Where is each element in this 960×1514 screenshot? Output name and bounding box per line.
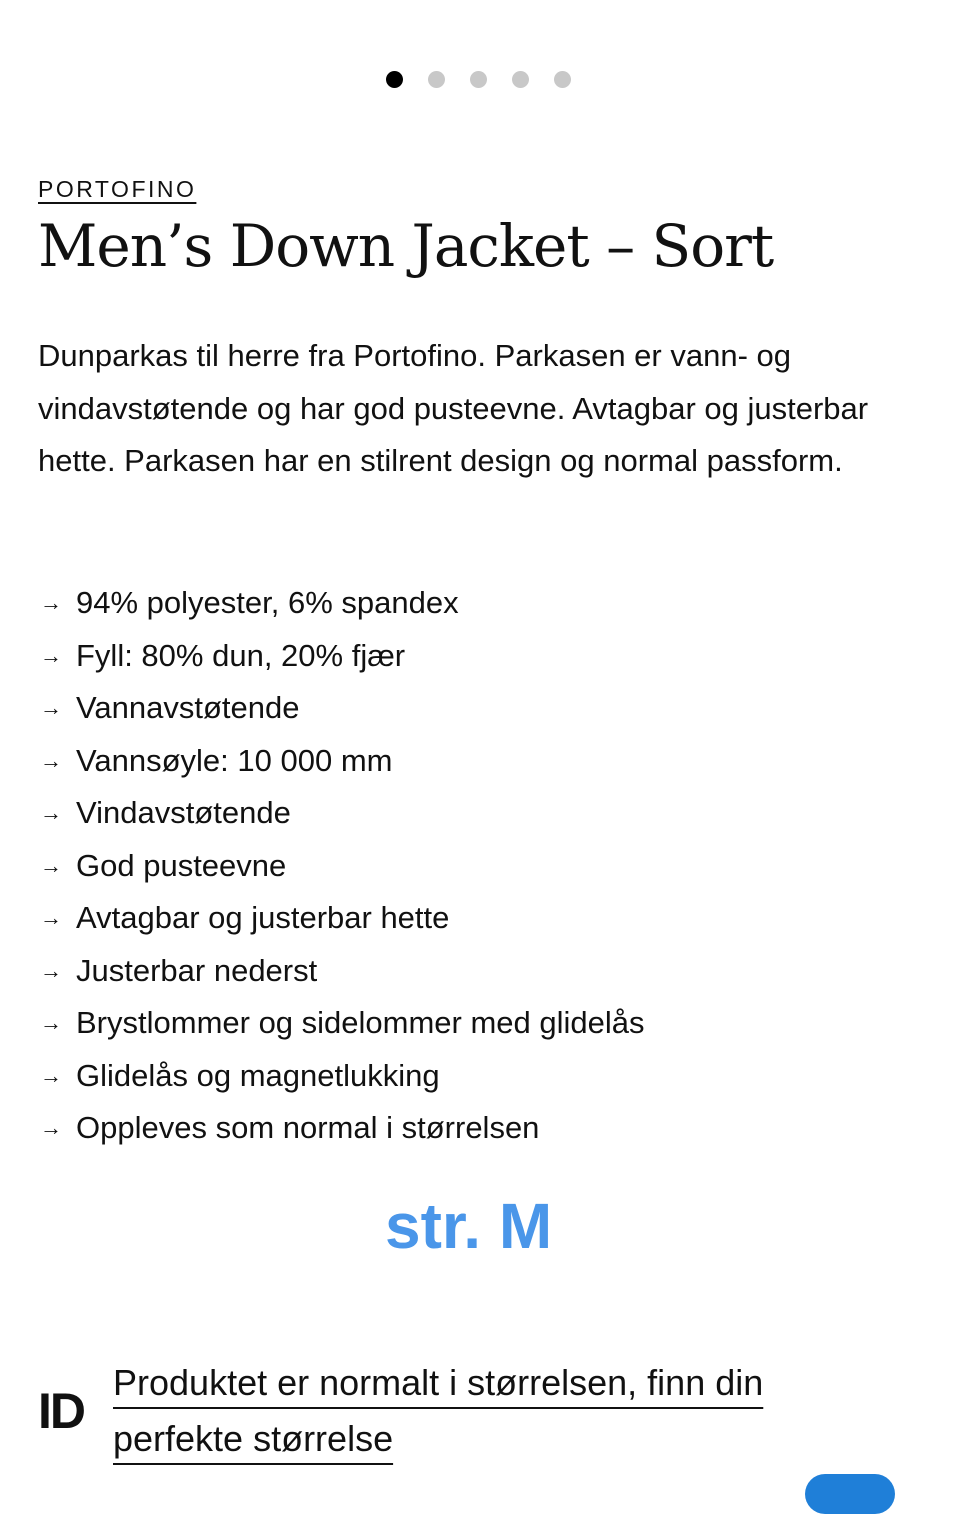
- product-title: Men’s Down Jacket – Sort: [38, 212, 774, 280]
- feature-text: Vannsøyle: 10 000 mm: [76, 742, 393, 778]
- feature-text: Vindavstøtende: [76, 795, 291, 830]
- feature-item: [40, 735, 645, 788]
- arrow-right-icon: →: [40, 905, 62, 930]
- arrow-right-icon: →: [40, 1115, 62, 1140]
- feature-item: [40, 997, 645, 1050]
- arrow-right-icon: →: [40, 695, 62, 720]
- size-guide-link[interactable]: Produktet er normalt i størrelsen, finn din perfekte størrelse: [113, 1362, 764, 1459]
- size-guide: [38, 1355, 853, 1467]
- arrow-right-icon: →: [40, 957, 62, 983]
- feature-text: Vannavstøtende: [76, 690, 300, 725]
- feature-item: [40, 682, 645, 735]
- feature-text: 94% polyester, 6% spandex: [76, 585, 459, 620]
- carousel-dot-4[interactable]: [512, 71, 529, 88]
- feature-text: Avtagbar og justerbar hette: [76, 900, 450, 935]
- arrow-right-icon: →: [40, 590, 62, 615]
- feature-item: [40, 1102, 645, 1155]
- carousel-dot-1[interactable]: [386, 71, 403, 88]
- carousel-dot-5[interactable]: [554, 71, 571, 88]
- arrow-right-icon: →: [40, 747, 62, 773]
- size-overlay-label: str. M: [385, 1190, 553, 1262]
- feature-text: Justerbar nederst: [76, 952, 318, 988]
- feature-item: [40, 840, 645, 893]
- feature-text: Oppleves som normal i størrelsen: [76, 1110, 540, 1145]
- id-logo-icon: ID: [38, 1383, 84, 1439]
- arrow-right-icon: →: [40, 1062, 62, 1088]
- feature-item: [40, 1050, 645, 1103]
- arrow-right-icon: →: [40, 1010, 62, 1035]
- carousel-dot-3[interactable]: [470, 71, 487, 88]
- feature-item: [40, 630, 645, 683]
- feature-item: [40, 787, 645, 840]
- brand-link[interactable]: PORTOFINO: [38, 176, 197, 202]
- feature-text: Fyll: 80% dun, 20% fjær: [76, 637, 406, 673]
- arrow-right-icon: →: [40, 800, 62, 825]
- feature-text: Glidelås og magnetlukking: [76, 1057, 440, 1093]
- feature-text: God pusteevne: [76, 847, 287, 883]
- floating-action-button[interactable]: [805, 1474, 895, 1514]
- arrow-right-icon: →: [40, 852, 62, 878]
- carousel-pagination: [386, 71, 571, 88]
- arrow-right-icon: →: [40, 642, 62, 668]
- feature-item: [40, 892, 645, 945]
- product-description: Dunparkas til herre fra Portofino. Parkasen er vann- og vindavstøtende og har god pusteevne. Avtagbar og justerbar hette. Parkasen har en stilrent design og normal passform.: [38, 338, 869, 478]
- feature-text: Brystlommer og sidelommer med glidelås: [76, 1005, 645, 1040]
- feature-item: [40, 945, 645, 998]
- feature-list: [40, 577, 645, 1155]
- carousel-dot-2[interactable]: [428, 71, 445, 88]
- feature-item: [40, 577, 645, 630]
